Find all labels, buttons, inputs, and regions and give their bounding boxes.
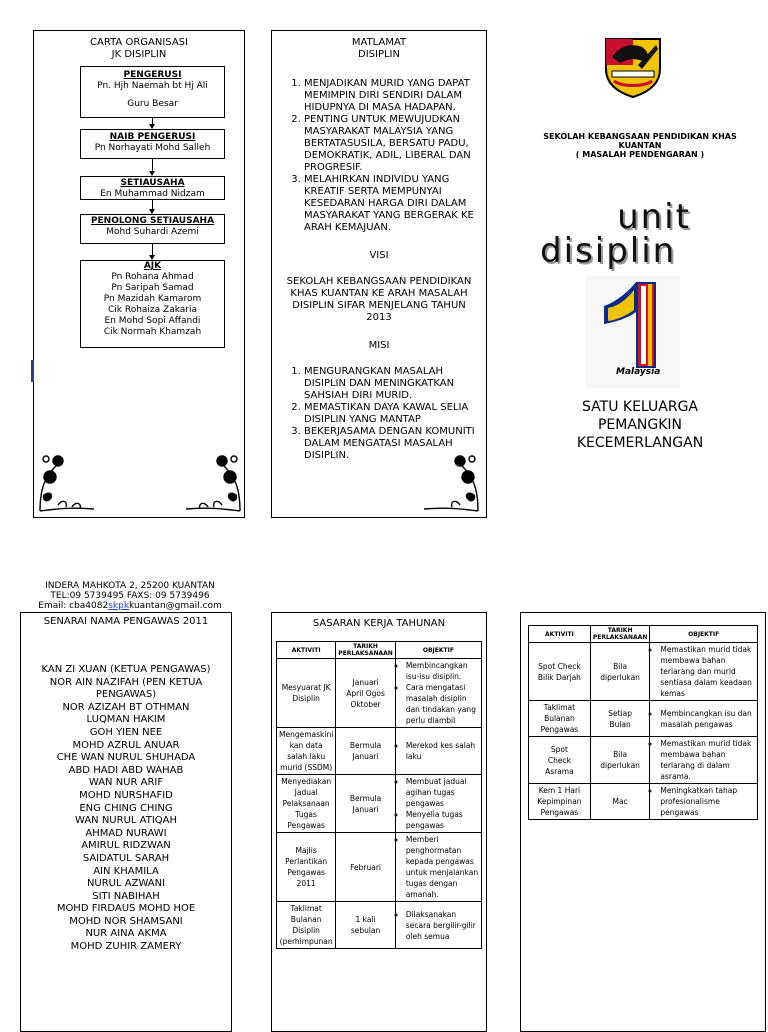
pengawas-list xyxy=(21,664,231,954)
cell-objektif xyxy=(395,833,481,902)
table-row xyxy=(277,728,482,775)
pengawas-name: NOR AZIZAH BT OTHMAN xyxy=(62,701,190,713)
phone: TEL:09 5739495 FAXS: 09 5739496 xyxy=(50,591,210,601)
email xyxy=(20,601,240,611)
cell-tarikh: Setiap Bulan xyxy=(590,701,650,737)
pengawas-name: SAIDATUL SARAH xyxy=(82,852,170,864)
unit-disiplin-heading xyxy=(540,197,760,271)
misi-list xyxy=(282,366,478,462)
objektif-item: ◦ Memastikan murid tidak membawa bahan terlarang dan murid sentiasa dalam keadaan kemas xyxy=(660,644,755,699)
col-objektif: OBJEKTIF xyxy=(650,626,758,643)
visi-text: SEKOLAH KEBANGSAAN PENDIDIKAN KHAS KUANTAN KE ARAH MASALAH DISIPLIN SIFAR MENJELANG TAHUN 2013 xyxy=(286,276,472,323)
pengawas-panel xyxy=(20,612,232,1032)
cell-tarikh: Januari April Ogos Oktober xyxy=(336,659,396,728)
motto-line1: SATU KELUARGA xyxy=(582,399,698,415)
sasaran2-table-wrap xyxy=(528,625,758,820)
cell-aktiviti: Spot Check Asrama xyxy=(529,737,591,784)
disiplin-word: disiplin xyxy=(540,231,677,271)
table-row xyxy=(277,775,482,833)
school-crest-logo xyxy=(598,35,668,99)
col-tarikh: TARIKH PERLAKSANAAN xyxy=(590,626,650,643)
ajk-member: Cik Rohaiza Zakaria xyxy=(108,305,197,315)
pengawas-name: AHMAD NURAWI xyxy=(85,827,167,839)
objektif-item: ◦ Cara mengatasi masalah disiplin dan tindakan yang perlu diambil xyxy=(406,682,479,726)
misi-item: 3. BEKERJASAMA DENGAN KOMUNITI DALAM MENGATASI MASALAH DISIPLIN. xyxy=(304,426,478,462)
matlamat-title-line2: DISIPLIN xyxy=(358,49,400,60)
pengawas-name: AMIRUL RIDZWAN xyxy=(81,840,171,852)
org-chart-panel xyxy=(33,30,245,518)
cell-aktiviti: Taklimat Bulanan Disiplin (perhimpunan xyxy=(277,902,336,949)
ajk-box xyxy=(80,260,225,348)
table-row xyxy=(529,784,758,820)
pengawas-name: MOHD AZRUL ANUAR xyxy=(72,739,180,751)
email-prefix: Email: cba4082 xyxy=(38,601,109,611)
objektif-item: ◦ Merekod kes salah laku xyxy=(406,740,479,762)
setiausaha-name: En Muhammad Nidzam xyxy=(100,189,205,199)
cell-objektif xyxy=(395,659,481,728)
cell-objektif xyxy=(395,902,481,949)
pengawas-name: GOH YIEN NEE xyxy=(89,726,163,738)
cell-aktiviti: Spot Check Bilik Darjah xyxy=(529,643,591,701)
table-header-row xyxy=(529,626,758,643)
contact-info xyxy=(20,581,240,611)
cell-objektif xyxy=(650,701,758,737)
penolong-box xyxy=(80,214,225,244)
pengawas-name: KAN ZI XUAN (KETUA PENGAWAS) xyxy=(41,664,211,675)
ajk-member: Pn Mazidah Kamarom xyxy=(103,294,202,304)
setiausaha-role: SETIAUSAHA xyxy=(120,178,185,188)
pengawas-name: LUQMAN HAKIM xyxy=(86,714,166,726)
satu-malaysia-logo xyxy=(586,276,680,388)
table-row xyxy=(529,737,758,784)
cell-tarikh: Bila diperlukan xyxy=(590,643,650,701)
table-row xyxy=(529,643,758,701)
cell-tarikh: Bermula Januari xyxy=(336,728,396,775)
sasaran-title: SASARAN KERJA TAHUNAN xyxy=(312,618,446,629)
cell-tarikh: Mac xyxy=(590,784,650,820)
misi-title: MISI xyxy=(368,340,390,351)
school-name-line1: SEKOLAH KEBANGSAAN PENDIDIKAN KHAS xyxy=(543,132,737,141)
motto xyxy=(520,398,760,452)
sasaran-continued-panel xyxy=(520,612,766,1032)
objektif-item: ◦ Menyelia tugas pengawas xyxy=(406,809,479,831)
matlamat-panel xyxy=(271,30,487,518)
pengawas-name: NURUL AZWANI xyxy=(86,878,166,890)
table-row xyxy=(277,659,482,728)
page-edge-mark xyxy=(31,360,34,382)
org-title-line2: JK DISIPLIN xyxy=(111,49,167,60)
naib-name: Pn Norhayati Mohd Salleh xyxy=(94,143,211,153)
misi-item: 1. MENGURANGKAN MASALAH DISIPLIN DAN MENINGKATKAN SAHSIAH DIRI MURID. xyxy=(304,366,478,402)
cover-panel xyxy=(520,30,760,520)
org-title-line1: CARTA ORGANISASI xyxy=(90,37,188,48)
pengawas-name: AIN KHAMILA xyxy=(93,865,159,877)
pengerusi-name: Pn. Hjh Naemah bt Hj Ali xyxy=(97,81,208,91)
ajk-member: Cik Normah Khamzah xyxy=(103,327,202,337)
email-link[interactable]: skpk xyxy=(108,601,130,611)
matlamat-title xyxy=(272,37,486,61)
ajk-member: Pn Saripah Samad xyxy=(111,283,194,293)
col-aktiviti: AKTIVITI xyxy=(277,642,336,659)
penolong-role: PENOLONG SETIAUSAHA xyxy=(90,216,215,226)
table-row xyxy=(277,833,482,902)
motto-line3: KECEMERLANGAN xyxy=(576,435,704,451)
matlamat-item: 3. MELAHIRKAN INDIVIDU YANG KREATIF SERTA MEMPUNYAI KESEDARAN HARGA DIRI DALAM MASYARAKAT YANG BERGERAK KE ARAH KEMAJUAN. xyxy=(304,174,478,234)
col-aktiviti: AKTIVITI xyxy=(529,626,591,643)
cell-aktiviti: Menyediakan Jadual Pelaksanaan Tugas Pengawas xyxy=(277,775,336,833)
pengawas-name: MOHD ZUHIR ZAMERY xyxy=(70,941,182,953)
school-name-line3: ( MASALAH PENDENGARAN ) xyxy=(575,150,705,159)
sasaran-table-wrap xyxy=(276,641,482,949)
sasaran-panel xyxy=(271,612,487,1032)
matlamat-title-line1: MATLAMAT xyxy=(351,37,407,48)
naib-box xyxy=(80,129,225,159)
cell-aktiviti: Mengemaskini kan data salah laku murid (SSDM) xyxy=(277,728,336,775)
pengawas-name: ABD HADI ABD WAHAB xyxy=(68,764,184,776)
cell-tarikh: 1 kali sebulan xyxy=(336,902,396,949)
misi-item: 2. MEMASTIKAN DAYA KAWAL SELIA DISIPLIN YANG MANTAP xyxy=(304,402,478,426)
pengawas-name: MOHD NOR SHAMSANI xyxy=(69,915,183,927)
pengawas-name: SITI NABIHAH xyxy=(92,890,160,902)
matlamat-list xyxy=(282,78,478,234)
cell-tarikh: Februari xyxy=(336,833,396,902)
cell-aktiviti: Majlis Perlantikan Pengawas 2011 xyxy=(277,833,336,902)
motto-line2: PEMANGKIN xyxy=(597,417,683,433)
pengerusi-box xyxy=(80,66,225,118)
pengawas-name: MOHD FIRDAUS MOHD HOE xyxy=(56,903,196,915)
floral-corner-ornament-right xyxy=(184,451,244,513)
cell-aktiviti: Mesyuarat JK Disiplin xyxy=(277,659,336,728)
ajk-member: Pn Rohana Ahmad xyxy=(111,272,194,282)
cell-aktiviti: Kem 1 Hari Kepimpinan Pengawas xyxy=(529,784,591,820)
cell-objektif xyxy=(650,784,758,820)
table-row xyxy=(277,902,482,949)
cell-aktiviti: Taklimat Bulanan Pengawas xyxy=(529,701,591,737)
table-row xyxy=(529,701,758,737)
sasaran-table xyxy=(276,641,482,949)
cell-tarikh: Bermula Januari xyxy=(336,775,396,833)
floral-corner-ornament-left xyxy=(36,451,96,513)
pengawas-name: MOHD NURSHAFID xyxy=(79,789,173,801)
objektif-item: ◦ Membincangkan isu dan masalah pengawas xyxy=(660,708,755,730)
cell-tarikh: Bila diperlukan xyxy=(590,737,650,784)
cell-objektif xyxy=(650,643,758,701)
col-objektif: OBJEKTIF xyxy=(395,642,481,659)
email-suffix: kuantan@gmail.com xyxy=(129,601,222,611)
pengawas-name: CHE WAN NURUL SHUHADA xyxy=(56,752,196,764)
naib-role: NAIB PENGERUSI xyxy=(109,132,196,142)
objektif-item: ◦ Memastikan murid tidak membawa bahan terlarang di dalam asrama. xyxy=(660,738,755,782)
school-name-line2: KUANTAN xyxy=(618,141,662,150)
visi-title: VISI xyxy=(369,250,389,261)
objektif-item: ◦ Dilaksanakan secara bergilir-gilir oleh semua xyxy=(406,909,479,942)
pengawas-name: NUR AINA AKMA xyxy=(85,928,167,940)
pengerusi-role: PENGERUSI xyxy=(123,70,182,80)
unit-word: unit xyxy=(617,197,691,237)
ajk-member: En Mohd Sopi Affandi xyxy=(104,316,201,326)
ajk-role: AJK xyxy=(143,261,162,271)
pengawas-name: WAN NUR ARIF xyxy=(88,777,164,789)
col-tarikh: TARIKH PERLAKSANAAN xyxy=(336,642,396,659)
objektif-item: ◦ Membuat jadual agihan tugas pengawas xyxy=(406,776,479,809)
matlamat-item: 1. MENJADIKAN MURID YANG DAPAT MEMIMPIN DIRI SENDIRI DALAM HIDUPNYA DI MASA HADAPAN. xyxy=(304,78,478,114)
penolong-name: Mohd Suhardi Azemi xyxy=(106,227,199,237)
setiausaha-box xyxy=(80,176,225,200)
sasaran2-table xyxy=(528,625,758,820)
pengawas-name: WAN NURUL ATIQAH xyxy=(74,815,177,827)
objektif-item: ◦ Meningkatkan tahap profesionalisme pengawas xyxy=(660,785,755,818)
school-name xyxy=(520,132,760,159)
malaysia-logo-text: Malaysia xyxy=(616,367,661,377)
address: INDERA MAHKOTA 2, 25200 KUANTAN xyxy=(45,581,215,591)
objektif-item: ◦ Memberi penghormatan kepada pengawas untuk menjalankan tugas dengan amanah. xyxy=(406,834,479,900)
matlamat-item: 2. PENTING UNTUK MEWUJUDKAN MASYARAKAT MALAYSIA YANG BERTATASUSILA, BERSATU PADU, DEMOKRATIK, ADIL, LIBERAL DAN PROGRESIF. xyxy=(304,114,478,174)
pengawas-title: SENARAI NAMA PENGAWAS 2011 xyxy=(43,616,209,627)
pengawas-name: ENG CHING CHING xyxy=(79,802,173,814)
pengawas-name: NOR AIN NAZIFAH (PEN KETUA PENGAWAS) xyxy=(49,676,203,701)
cell-objektif xyxy=(395,775,481,833)
cell-objektif xyxy=(650,737,758,784)
objektif-item: ◦ Membincangkan isu-isu disiplin. xyxy=(406,660,479,682)
cell-objektif xyxy=(395,728,481,775)
pengerusi-post: Guru Besar xyxy=(127,99,178,109)
table-header-row xyxy=(277,642,482,659)
org-chart-title xyxy=(34,37,244,61)
floral-corner-ornament-right xyxy=(422,451,482,513)
